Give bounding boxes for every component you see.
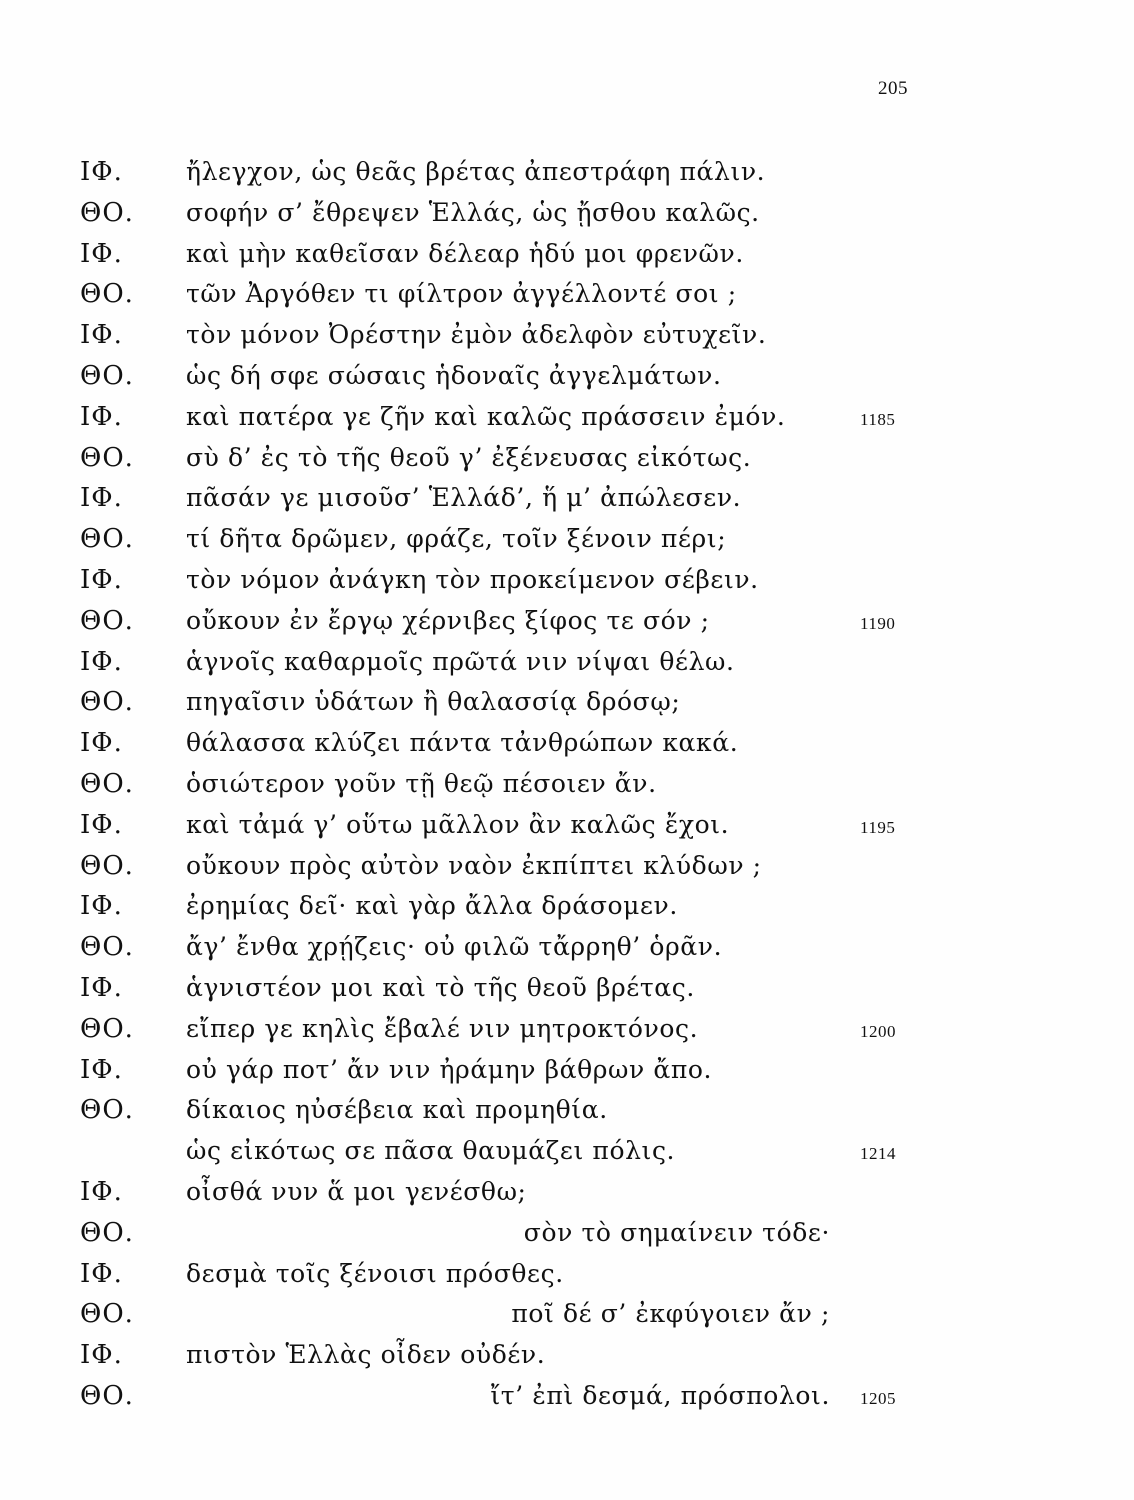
- verse-text: οὐ γάρ ποτ’ ἄν νιν ἠράμην βάθρων ἄπο.: [186, 1054, 713, 1084]
- speaker-label: ΘΟ.: [80, 687, 134, 718]
- line-number: 1200: [860, 1021, 896, 1041]
- speaker-label: ΙΦ.: [80, 973, 123, 1003]
- verse-line: [0, 279, 1134, 319]
- speaker-label: ΙΦ.: [80, 1258, 123, 1289]
- speaker-label: ΙΦ.: [80, 483, 123, 514]
- verse-text: πηγαῖσιν ὑδάτων ἢ θαλασσίᾳ δρόσῳ;: [186, 687, 681, 717]
- speaker-label: ΘΟ.: [80, 605, 134, 636]
- speaker-label: ΘΟ.: [80, 524, 134, 555]
- speaker-label: ΘΟ.: [80, 769, 134, 799]
- verse-text: τί δῆτα δρῶμεν, φράζε, τοῖν ξένοιν πέρι;: [186, 524, 727, 554]
- verse-line: [0, 565, 1134, 605]
- verse-text: ἁγνοῖς καθαρμοῖς πρῶτά νιν νίψαι θέλω.: [186, 646, 735, 676]
- verse-text: ὡς εἰκότως σε πᾶσα θαυμάζει πόλις.: [186, 1136, 676, 1166]
- speaker-label: ΙΦ.: [80, 401, 123, 432]
- speaker-label: ΙΦ.: [80, 1054, 123, 1085]
- verse-text: ἐρημίας δεῖ· καὶ γὰρ ἄλλα δράσομεν.: [186, 891, 678, 921]
- speaker-label: ΘΟ.: [80, 361, 134, 391]
- verse-text: ἄγ’ ἔνθα χρῄζεις· οὐ φιλῶ τἄρρηθ’ ὁρᾶν.: [186, 932, 723, 962]
- verse-text: καὶ τἀμά γ’ οὕτω μᾶλλον ἂν καλῶς ἔχοι.: [186, 809, 730, 839]
- verse-text: ἴτ’ ἐπὶ δεσμά, πρόσπολοι.: [490, 1381, 830, 1410]
- verse-line: [0, 198, 1134, 238]
- speaker-label: ΙΦ.: [80, 891, 123, 922]
- verse-text: ὡς δή σφε σώσαις ἡδοναῖς ἀγγελμάτων.: [186, 361, 722, 390]
- speaker-label: ΙΦ.: [80, 565, 123, 595]
- speaker-label: ΙΦ.: [80, 646, 123, 677]
- verse-text: ὁσιώτερον γοῦν τῇ θεῷ πέσοιεν ἄν.: [186, 769, 657, 798]
- verse-text: οὔκουν πρὸς αὐτὸν ναὸν ἐκπίπτει κλύδων ;: [186, 850, 762, 880]
- speaker-label: ΘΟ.: [80, 442, 134, 473]
- verse-text: θάλασσα κλύζει πάντα τἀνθρώπων κακά.: [186, 728, 739, 758]
- speaker-label: ΘΟ.: [80, 1013, 134, 1044]
- speaker-label: ΘΟ.: [80, 279, 134, 310]
- verse-text: καὶ πατέρα γε ζῆν καὶ καλῶς πράσσειν ἐμόν.: [186, 401, 786, 431]
- verse-line: [0, 1299, 1134, 1339]
- verse-text: τῶν Ἀργόθεν τι φίλτρον ἀγγέλλοντέ σοι ;: [186, 279, 737, 309]
- verse-text: οἶσθά νυν ἅ μοι γενέσθω;: [186, 1177, 527, 1206]
- speaker-label: ΙΦ.: [80, 1177, 123, 1207]
- verse-line: [0, 1177, 1134, 1217]
- verse-line: [0, 320, 1134, 360]
- verse-line: [0, 769, 1134, 809]
- verse-line: [0, 443, 1134, 483]
- line-number: 1190: [860, 613, 896, 633]
- verse-text: τὸν μόνον Ὀρέστην ἐμὸν ἀδελφὸν εὐτυχεῖν.: [186, 320, 767, 350]
- page-number: 205: [878, 78, 908, 99]
- verse-text: καὶ μὴν καθεῖσαν δέλεαρ ἡδύ μοι φρενῶν.: [186, 238, 744, 268]
- speaker-label: ΘΟ.: [80, 197, 134, 228]
- verse-line: [0, 1095, 1134, 1135]
- speaker-label: ΘΟ.: [80, 932, 134, 963]
- verse-line: [0, 524, 1134, 564]
- verse-text: ἤλεγχον, ὡς θεᾶς βρέτας ἀπεστράφη πάλιν.: [186, 157, 766, 186]
- speaker-label: ΙΦ.: [80, 728, 123, 759]
- line-number: 1185: [860, 409, 896, 429]
- verse-line: [0, 647, 1134, 687]
- verse-line: [0, 1381, 1134, 1421]
- verse-text: σὸν τὸ σημαίνειν τόδε·: [523, 1217, 830, 1247]
- verse-line: [0, 606, 1134, 646]
- verse-line: [0, 810, 1134, 850]
- verse-text: οὔκουν ἐν ἔργῳ χέρνιβες ξίφος τε σόν ;: [186, 605, 710, 635]
- verse-line: [0, 1055, 1134, 1095]
- verse-text: σὺ δ’ ἐς τὸ τῆς θεοῦ γ’ ἐξένευσας εἰκότως.: [186, 442, 752, 472]
- verse-text: ἁγνιστέον μοι καὶ τὸ τῆς θεοῦ βρέτας.: [186, 973, 695, 1002]
- speaker-label: ΘΟ.: [80, 1299, 134, 1330]
- verse-line: [0, 402, 1134, 442]
- verse-text: σοφήν σ’ ἔθρεψεν Ἑλλάς, ὡς ᾔσθου καλῶς.: [186, 197, 760, 227]
- line-number: 1214: [860, 1144, 896, 1164]
- verse-text: πιστὸν Ἑλλὰς οἶδεν οὐδέν.: [186, 1340, 546, 1370]
- speaker-label: ΘΟ.: [80, 1381, 134, 1411]
- verse-line: [0, 361, 1134, 401]
- verse-line: [0, 1136, 1134, 1176]
- verse-line: [0, 157, 1134, 197]
- speaker-label: ΙΦ.: [80, 1340, 123, 1371]
- verse-line: [0, 1340, 1134, 1380]
- speaker-label: ΙΦ.: [80, 320, 123, 351]
- verse-line: [0, 1014, 1134, 1054]
- verse-line: [0, 1259, 1134, 1299]
- verse-line: [0, 851, 1134, 891]
- speaker-label: ΙΦ.: [80, 238, 123, 269]
- verse-line: [0, 891, 1134, 931]
- line-number: 1205: [860, 1389, 896, 1408]
- verse-line: [0, 1218, 1134, 1258]
- speaker-label: ΘΟ.: [80, 1217, 134, 1248]
- verse-line: [0, 483, 1134, 523]
- verse-text: πᾶσάν γε μισοῦσ’ Ἑλλάδ’, ἥ μ’ ἀπώλεσεν.: [186, 483, 742, 513]
- speaker-label: ΘΟ.: [80, 1095, 134, 1126]
- verse-line: [0, 687, 1134, 727]
- verse-text: δεσμὰ τοῖς ξένοισι πρόσθες.: [186, 1258, 564, 1288]
- verse-text: δίκαιος ηὐσέβεια καὶ προμηθία.: [186, 1095, 608, 1125]
- verse-text: εἴπερ γε κηλὶς ἔβαλέ νιν μητροκτόνος.: [186, 1013, 699, 1043]
- verse-text: τὸν νόμον ἀνάγκη τὸν προκείμενον σέβειν.: [186, 565, 759, 594]
- verse-line: [0, 239, 1134, 279]
- verse-text: ποῖ δέ σ’ ἐκφύγοιεν ἄν ;: [511, 1299, 830, 1329]
- verse-line: [0, 932, 1134, 972]
- line-number: 1195: [860, 817, 896, 837]
- speaker-label: ΙΦ.: [80, 809, 123, 840]
- speaker-label: ΘΟ.: [80, 850, 134, 881]
- speaker-label: ΙΦ.: [80, 157, 123, 187]
- verse-line: [0, 728, 1134, 768]
- verse-line: [0, 973, 1134, 1013]
